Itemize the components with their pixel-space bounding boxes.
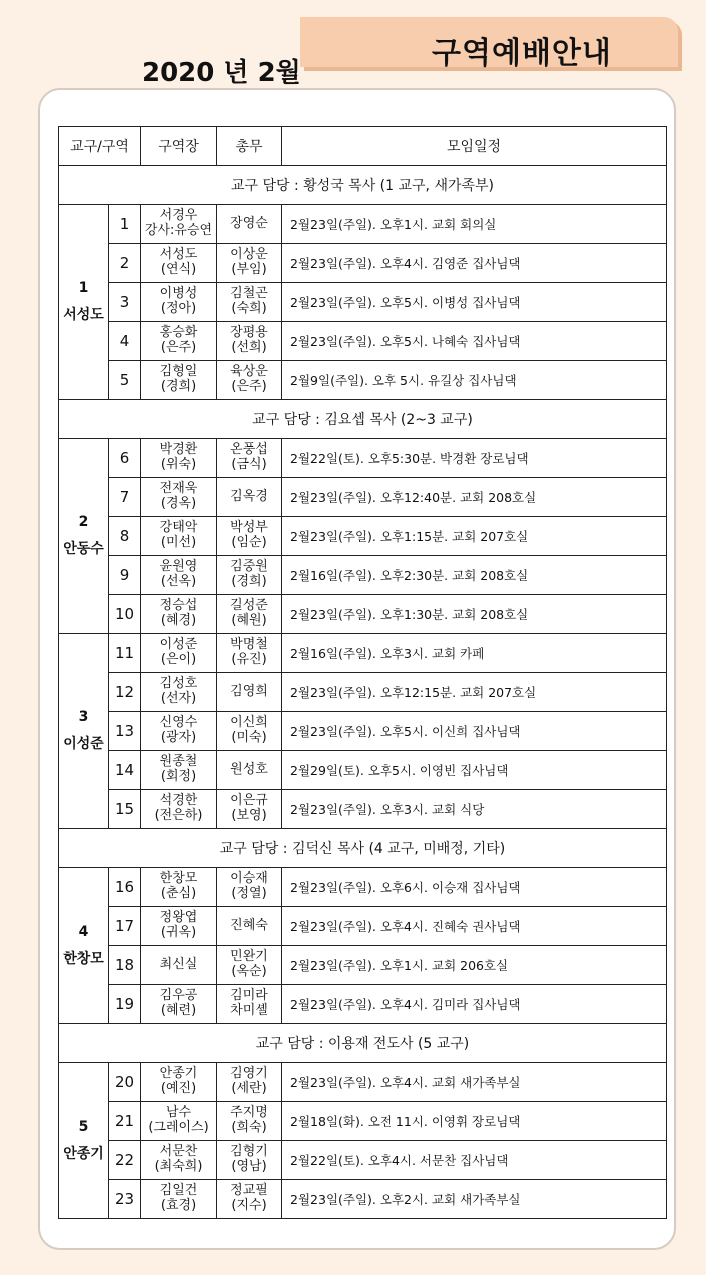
leader-name-line: (미선) [160,535,197,550]
cell-leader [141,868,217,907]
table-row [59,712,667,751]
leader-name-line: (은이) [160,652,197,667]
assistant-name-line: 김영희 [230,683,268,699]
cell-assistant [217,1180,282,1219]
cell-number: 23 [109,1180,141,1219]
cell-number: 20 [109,1063,141,1102]
cell-schedule: 2월16일(주일). 오후2:30분. 교회 208호실 [282,556,667,595]
cell-number: 4 [109,322,141,361]
assistant-name-line: (유진) [231,652,267,667]
cell-assistant [217,907,282,946]
cell-schedule: 2월29일(토). 오후5시. 이영빈 집사님댁 [282,751,667,790]
district-number: 4 [78,923,89,940]
district-number: 5 [78,1118,89,1135]
cell-number: 17 [109,907,141,946]
cell-assistant [217,751,282,790]
leader-name-line: 김우공 [159,988,198,1004]
table-row [59,907,667,946]
assistant-name-line: (정열) [231,886,267,901]
section-heading: 교구 담당 : 김덕신 목사 (4 교구, 미배정, 기타) [59,829,667,868]
cell-leader [141,751,217,790]
assistant-name-line: (금식) [231,457,267,472]
cell-leader [141,361,217,400]
district-cell [59,868,109,1024]
assistant-name-line: 김옥경 [230,488,268,504]
cell-leader [141,985,217,1024]
leader-name-line: 전재욱 [159,481,198,497]
section-heading-row [59,829,667,868]
assistant-name-line: 장영순 [230,215,268,231]
column-header-schedule: 모임일정 [282,127,667,166]
leader-name-line: (경옥) [160,496,197,511]
cell-number: 9 [109,556,141,595]
leader-name-line: 이성준 [159,637,198,653]
cell-number: 3 [109,283,141,322]
section-heading-row [59,400,667,439]
cell-number: 1 [109,205,141,244]
cell-number: 12 [109,673,141,712]
district-number: 2 [78,514,89,531]
assistant-name-line: 이신희 [230,715,268,731]
cell-leader [141,634,217,673]
cell-assistant [217,439,282,478]
leader-name-line: 김성호 [159,676,198,692]
leader-name-line: 윤원영 [159,559,198,575]
leader-name-line: (예진) [160,1081,197,1096]
leader-name-line: (연식) [160,262,197,277]
table-row [59,634,667,673]
assistant-name-line: (옥순) [231,964,267,979]
table-row [59,595,667,634]
cell-number: 6 [109,439,141,478]
district-name: 서성도 [63,307,104,323]
leader-name-line: 신영수 [159,715,198,731]
leader-name-line: 석경한 [159,793,198,809]
section-heading: 교구 담당 : 김요셉 목사 (2~3 교구) [59,400,667,439]
cell-assistant [217,361,282,400]
section-heading: 교구 담당 : 황성국 목사 (1 교구, 새가족부) [59,166,667,205]
table-row [59,283,667,322]
leader-name-line: (정아) [160,301,197,316]
assistant-name-line: (은주) [231,379,267,394]
cell-assistant [217,946,282,985]
cell-assistant [217,712,282,751]
table-row [59,790,667,829]
assistant-name-line: 육상운 [230,364,268,380]
cell-leader [141,946,217,985]
cell-number: 15 [109,790,141,829]
cell-leader [141,595,217,634]
district-cell [59,1063,109,1219]
cell-number: 5 [109,361,141,400]
leader-name-line: (전은하) [154,808,203,823]
assistant-name-line: 원성호 [230,761,268,777]
assistant-name-line: (선희) [231,340,267,355]
cell-number: 21 [109,1102,141,1141]
cell-leader [141,244,217,283]
cell-schedule: 2월23일(주일). 오후1:15분. 교회 207호실 [282,517,667,556]
assistant-name-line: 주지명 [230,1105,268,1121]
leader-name-line: (회정) [160,769,197,784]
leader-name-line: 강태악 [159,520,198,536]
cell-schedule: 2월23일(주일). 오후5시. 나혜숙 집사님댁 [282,322,667,361]
assistant-name-line: (희숙) [231,1120,267,1135]
cell-schedule: 2월16일(주일). 오후3시. 교회 카페 [282,634,667,673]
cell-schedule: 2월23일(주일). 오후5시. 이신희 집사님댁 [282,712,667,751]
assistant-name-line: 장평용 [230,325,268,341]
assistant-name-line: (숙희) [231,301,267,316]
leader-name-line: (광자) [160,730,197,745]
assistant-name-line: 이승재 [230,871,268,887]
schedule-table [58,126,667,1219]
cell-assistant [217,595,282,634]
assistant-name-line: 김영기 [230,1066,268,1082]
cell-assistant [217,478,282,517]
cell-leader [141,790,217,829]
district-name: 안동수 [63,541,104,557]
table-row [59,205,667,244]
cell-leader [141,1063,217,1102]
table-row [59,1180,667,1219]
assistant-name-line: (혜원) [231,613,267,628]
cell-schedule: 2월23일(주일). 오후6시. 이승재 집사님댁 [282,868,667,907]
assistant-name-line: 차미셸 [230,1003,268,1018]
cell-assistant [217,1141,282,1180]
leader-name-line: (혜련) [160,1003,197,1018]
leader-name-line: (선자) [160,691,197,706]
leader-name-line: (은주) [160,340,197,355]
table-row [59,556,667,595]
table-row [59,985,667,1024]
cell-assistant [217,634,282,673]
table-row [59,361,667,400]
table-row [59,1141,667,1180]
cell-schedule: 2월23일(주일). 오후1시. 교회 206호실 [282,946,667,985]
leader-name-line: 김일건 [159,1183,198,1199]
cell-leader [141,907,217,946]
cell-number: 22 [109,1141,141,1180]
assistant-name-line: 박성부 [230,520,268,536]
section-heading-row [59,166,667,205]
cell-schedule: 2월18일(화). 오전 11시. 이영휘 장로님댁 [282,1102,667,1141]
assistant-name-line: 진혜숙 [230,917,268,933]
assistant-name-line: (세란) [231,1081,267,1096]
section-heading: 교구 담당 : 이용재 전도사 (5 교구) [59,1024,667,1063]
cell-schedule: 2월23일(주일). 오후4시. 김영준 집사님댁 [282,244,667,283]
leader-name-line: 강사:유승연 [144,223,213,238]
leader-name-line: 남수 [165,1105,192,1121]
leader-name-line: (효경) [160,1198,197,1213]
leader-name-line: 정왕엽 [159,910,198,926]
district-name: 한창모 [63,950,104,967]
assistant-name-line: (보영) [231,808,267,823]
cell-leader [141,283,217,322]
column-header-district: 교구/구역 [59,127,141,166]
cell-schedule: 2월22일(토). 오후5:30분. 박경환 장로님댁 [282,439,667,478]
cell-number: 16 [109,868,141,907]
assistant-name-line: (영남) [231,1159,267,1174]
assistant-name-line: (지수) [231,1198,267,1213]
leader-name-line: 박경환 [159,442,198,458]
leader-name-line: 원종철 [159,754,198,770]
cell-schedule: 2월23일(주일). 오후1:30분. 교회 208호실 [282,595,667,634]
cell-schedule: 2월23일(주일). 오후5시. 이병성 집사님댁 [282,283,667,322]
assistant-name-line: (경희) [231,574,267,589]
table-row [59,322,667,361]
assistant-name-line: 박명철 [230,637,268,653]
leader-name-line: (위숙) [160,457,197,472]
cell-schedule: 2월23일(주일). 오후3시. 교회 식당 [282,790,667,829]
table-row [59,868,667,907]
table-row [59,751,667,790]
assistant-name-line: (부임) [231,262,267,277]
district-number: 1 [78,280,89,297]
cell-assistant [217,244,282,283]
cell-number: 11 [109,634,141,673]
assistant-name-line: 정교필 [230,1183,268,1199]
cell-number: 8 [109,517,141,556]
district-number: 3 [78,709,89,726]
year-month-label: 2020 년 2월 [142,58,301,88]
table-row [59,673,667,712]
cell-schedule: 2월23일(주일). 오후12:40분. 교회 208호실 [282,478,667,517]
leader-name-line: (그레이스) [148,1120,209,1135]
cell-number: 18 [109,946,141,985]
cell-assistant [217,673,282,712]
cell-schedule: 2월9일(주일). 오후 5시. 유길상 집사님댁 [282,361,667,400]
cell-assistant [217,205,282,244]
assistant-name-line: 김철곤 [230,286,268,302]
district-cell [59,205,109,400]
cell-leader [141,205,217,244]
leader-name-line: (춘심) [160,886,197,901]
cell-number: 13 [109,712,141,751]
cell-assistant [217,1063,282,1102]
leader-name-line: 한창모 [159,871,198,887]
section-heading-row [59,1024,667,1063]
table-row [59,244,667,283]
cell-leader [141,556,217,595]
cell-assistant [217,283,282,322]
cell-number: 14 [109,751,141,790]
page-title: 구역예배안내 [432,36,612,71]
cell-leader [141,673,217,712]
table-body [59,166,667,1219]
assistant-name-line: 김형기 [230,1144,268,1160]
cell-leader [141,1141,217,1180]
assistant-name-line: 민완기 [230,949,268,965]
cell-number: 7 [109,478,141,517]
cell-leader [141,322,217,361]
table-row [59,478,667,517]
cell-leader [141,1102,217,1141]
leader-name-line: 최신실 [159,956,198,972]
cell-assistant [217,790,282,829]
cell-assistant [217,1102,282,1141]
cell-schedule: 2월22일(토). 오후4시. 서문찬 집사님댁 [282,1141,667,1180]
cell-schedule: 2월23일(주일). 오후4시. 진혜숙 권사님댁 [282,907,667,946]
cell-schedule: 2월23일(주일). 오후1시. 교회 회의실 [282,205,667,244]
cell-schedule: 2월23일(주일). 오후12:15분. 교회 207호실 [282,673,667,712]
cell-number: 10 [109,595,141,634]
assistant-name-line: (임순) [231,535,267,550]
table-header-row [59,127,667,166]
leader-name-line: (혜경) [160,613,197,628]
cell-number: 19 [109,985,141,1024]
cell-assistant [217,985,282,1024]
column-header-assistant: 총무 [217,127,282,166]
assistant-name-line: 김미라 [230,988,268,1004]
leader-name-line: (귀옥) [160,925,197,940]
leader-name-line: 정승섭 [159,598,198,614]
district-name: 안종기 [63,1145,104,1162]
cell-assistant [217,556,282,595]
leader-name-line: 이병성 [159,286,198,302]
cell-assistant [217,322,282,361]
cell-schedule: 2월23일(주일). 오후2시. 교회 새가족부실 [282,1180,667,1219]
table-row [59,1063,667,1102]
table-row [59,1102,667,1141]
assistant-name-line: 온풍섭 [230,442,268,458]
leader-name-line: (선옥) [160,574,197,589]
cell-leader [141,517,217,556]
table-row [59,439,667,478]
cell-leader [141,439,217,478]
assistant-name-line: (미숙) [231,730,267,745]
cell-leader [141,478,217,517]
cell-schedule: 2월23일(주일). 오후4시. 교회 새가족부실 [282,1063,667,1102]
table-row [59,517,667,556]
assistant-name-line: 이상운 [230,247,268,263]
leader-name-line: 서문찬 [159,1144,198,1160]
district-cell [59,439,109,634]
cell-number: 2 [109,244,141,283]
leader-name-line: 김형일 [159,364,198,380]
leader-name-line: 서성도 [159,247,198,263]
assistant-name-line: 김중원 [230,559,268,575]
cell-assistant [217,868,282,907]
cell-leader [141,1180,217,1219]
cell-leader [141,712,217,751]
district-cell [59,634,109,829]
leader-name-line: 홍승화 [159,325,198,341]
assistant-name-line: 길성준 [230,598,268,614]
assistant-name-line: 이은규 [230,793,268,809]
column-header-leader: 구역장 [141,127,217,166]
leader-name-line: 안종기 [159,1066,198,1082]
leader-name-line: (최숙희) [154,1159,203,1174]
district-name: 이성준 [63,736,104,752]
cell-assistant [217,517,282,556]
table-row [59,946,667,985]
cell-schedule: 2월23일(주일). 오후4시. 김미라 집사님댁 [282,985,667,1024]
leader-name-line: 서경우 [159,208,198,224]
leader-name-line: (경희) [160,379,197,394]
